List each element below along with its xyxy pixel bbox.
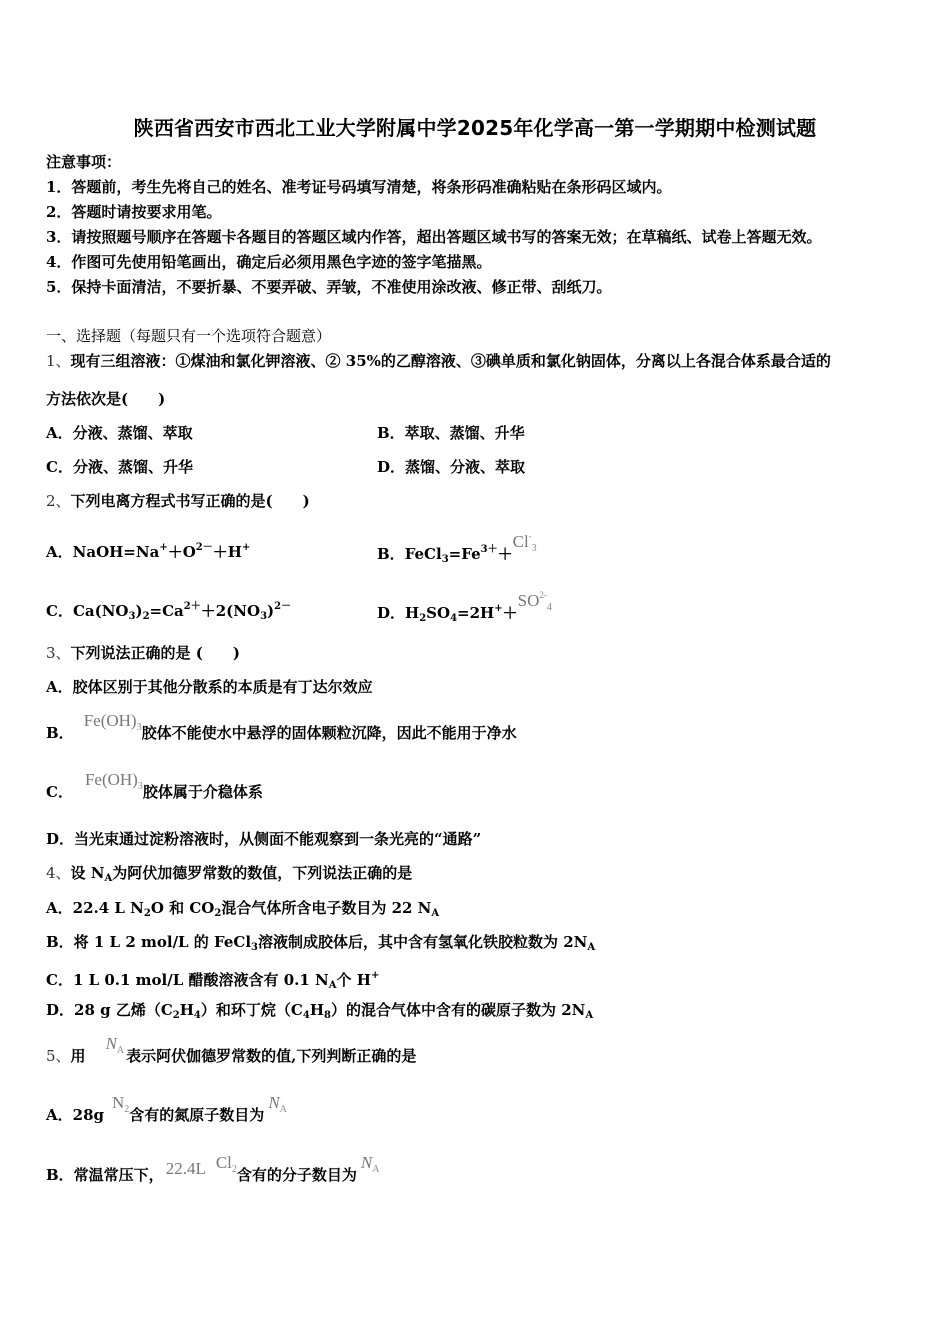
q2-a-part-2: ＋O — [167, 543, 196, 561]
q4-option-a[interactable] — [46, 898, 439, 924]
question-1-number: 1、 — [46, 352, 71, 370]
q4-b-sub-1: 3 — [251, 942, 259, 953]
question-3-text: 下列说法正确的是 ( ) — [70, 644, 240, 662]
q4-b-part-1: B．将 1 L 2 mol/L 的 FeCl — [46, 933, 252, 951]
q2-a-sup-3: + — [241, 542, 251, 553]
q1-option-c[interactable]: C．分液、蒸馏、升华 — [46, 458, 193, 476]
notice-item-5: 5．保持卡面清洁，不要折暴、不要弄破、弄皱，不准使用涂改液、修正带、刮纸刀。 — [46, 278, 612, 296]
q2-c-part-3: =Ca — [149, 602, 184, 620]
section-heading: 一、选择题（每题只有一个选项符合题意） — [46, 327, 332, 345]
q4-b-sub-2: A — [587, 942, 596, 953]
q3-option-d[interactable]: D．当光束通过淀粉溶液时，从侧面不能观察到一条光亮的“通路” — [46, 830, 482, 848]
q2-d-sub-2: 4 — [450, 613, 458, 624]
ferric-hydroxide-count: 3 — [136, 722, 142, 733]
q4-a-part-2: O 和 CO — [150, 899, 215, 917]
q4-d-part-1: D．28 g 乙烯（C — [46, 1001, 173, 1019]
q2-c-sub-1: 3 — [128, 611, 136, 622]
q4-a-sub-3: A — [431, 908, 440, 919]
avogadro-letter-2: N — [268, 1093, 280, 1112]
q2-d-part-2: SO — [426, 604, 451, 622]
notice-item-2: 2．答题时请按要求用笔。 — [46, 203, 222, 221]
q2-c-part-4: ＋2(NO — [200, 602, 261, 620]
q5-option-a[interactable] — [46, 1093, 287, 1132]
sulfate-charge: 2- — [539, 590, 547, 600]
q3-option-c[interactable] — [46, 770, 263, 809]
q2-c-part-1: Ca(NO — [72, 602, 129, 620]
ferric-hydroxide-count-2: 3 — [137, 781, 143, 792]
q3-option-a[interactable]: A．胶体区别于其他分散系的本质是有丁达尔效应 — [46, 678, 373, 696]
q2-d-part-1: H — [405, 604, 420, 622]
nitrogen-count: 2 — [124, 1104, 130, 1115]
avogadro-symbol — [105, 1034, 125, 1056]
avogadro-sub: A — [116, 1045, 125, 1056]
chloride-count: 3 — [531, 543, 537, 554]
q2-d-sub-1: 2 — [419, 613, 427, 624]
question-5-number: 5、 — [46, 1047, 71, 1065]
sulfate-count: 4 — [546, 602, 552, 613]
avogadro-sub-2: A — [279, 1104, 287, 1115]
nitrogen-symbol: N — [112, 1093, 125, 1112]
q5-a-text: 含有的氮原子数目为 — [129, 1106, 265, 1124]
q3-b-text: 胶体不能使水中悬浮的固体颗粒沉降，因此不能用于净水 — [141, 724, 517, 742]
sulfate-symbol: SO — [517, 591, 540, 610]
ferric-hydroxide-formula-2 — [84, 770, 143, 792]
q4-a-sub-1: 2 — [143, 908, 151, 919]
q4-c-sup-2: + — [370, 970, 380, 981]
q1-option-a[interactable]: A．分液、蒸馏、萃取 — [46, 424, 193, 442]
question-3 — [46, 643, 240, 663]
q4-option-b[interactable] — [46, 932, 595, 958]
q5-b-text: 含有的分子数目为 — [236, 1166, 357, 1184]
sulfate-ion-formula — [517, 590, 552, 613]
question-3-number: 3、 — [46, 644, 71, 662]
q2-c-sub-4: 3 — [260, 611, 268, 622]
q2-option-a[interactable] — [46, 538, 250, 562]
avogadro-sub-3: A — [372, 1164, 380, 1175]
notice-item-4: 4．作图可先使用铅笔画出，确定后必须用黑色字迹的签字笔描黑。 — [46, 253, 492, 271]
q2-b-part-2: =Fe — [448, 545, 481, 563]
question-5-pre: 用 — [70, 1047, 86, 1065]
q2-a-part-1: NaOH=Na — [72, 543, 160, 561]
q2-b-part-3: ＋ — [497, 545, 513, 563]
notice-heading: 注意事项： — [46, 153, 122, 171]
question-2 — [46, 491, 310, 511]
chloride-charge: - — [528, 531, 532, 541]
chlorine-symbol: Cl — [215, 1153, 232, 1172]
q3-c-text: 胶体属于介稳体系 — [142, 783, 263, 801]
question-2-text: 下列电离方程式书写正确的是( ) — [70, 492, 310, 510]
q5-b-label: B．常温常压下， — [46, 1166, 164, 1184]
q4-d-part-3: ）和环丁烷（C — [200, 1001, 303, 1019]
question-4 — [46, 863, 412, 889]
q2-option-b[interactable] — [377, 531, 537, 571]
question-2-number: 2、 — [46, 492, 71, 510]
q3-option-b[interactable] — [46, 711, 517, 750]
ferric-hydroxide-symbol-2: Fe(OH) — [84, 770, 138, 789]
q2-b-sub-1: 3 — [441, 554, 449, 565]
q4-d-sub-2: 4 — [193, 1010, 201, 1021]
q2-c-label: C． — [46, 602, 73, 620]
chlorine-count: 2 — [231, 1164, 237, 1175]
q4-c-sub-1: A — [328, 980, 337, 991]
chlorine-formula — [215, 1153, 237, 1175]
q2-c-part-2: ) — [135, 602, 143, 620]
question-5-text: 表示阿伏伽德罗常数的值,下列判断正确的是 — [126, 1047, 417, 1065]
avogadro-letter: N — [105, 1034, 117, 1053]
q2-d-part-4: ＋ — [502, 604, 518, 622]
q2-c-sup-5: 2－ — [274, 601, 292, 612]
q2-b-label: B． — [377, 545, 405, 563]
question-4-sub: A — [104, 873, 113, 884]
q5-a-label: A．28g — [46, 1106, 105, 1124]
ferric-hydroxide-formula — [83, 711, 142, 733]
q2-d-label: D． — [377, 604, 406, 622]
nitrogen-formula — [112, 1093, 130, 1115]
q4-d-part-4: H — [309, 1001, 324, 1019]
q2-a-label: A． — [46, 543, 73, 561]
q2-b-sup-2: 3＋ — [480, 544, 498, 555]
chloride-ion-formula — [512, 531, 537, 554]
chloride-symbol: Cl — [512, 532, 529, 551]
q2-a-sup-2: 2－ — [195, 542, 213, 553]
q2-c-part-5: ) — [267, 602, 275, 620]
question-4-text-2: 为阿伏加德罗常数的数值，下列说法正确的是 — [112, 864, 413, 882]
q2-c-sub-2: 2 — [142, 611, 150, 622]
q4-c-part-1: C．1 L 0.1 mol/L 醋酸溶液含有 0.1 N — [46, 971, 329, 989]
q4-a-sub-2: 2 — [214, 908, 222, 919]
question-1-line-2: 方法依次是( ) — [46, 390, 166, 408]
q4-d-sub-4: 8 — [324, 1010, 331, 1021]
q2-a-part-3: ＋H — [212, 543, 242, 561]
q4-d-sub-3: 4 — [302, 1010, 310, 1021]
question-5 — [46, 1034, 417, 1073]
question-4-number: 4、 — [46, 864, 71, 882]
q3-c-label: C． — [46, 783, 73, 801]
question-4-text-1: 设 N — [70, 864, 105, 882]
avogadro-letter-3: N — [360, 1153, 373, 1172]
q4-option-c[interactable] — [46, 966, 379, 996]
q1-option-b[interactable]: B．萃取、蒸馏、升华 — [377, 424, 525, 442]
q4-d-sub-1: 2 — [172, 1010, 180, 1021]
avogadro-symbol-2 — [268, 1093, 287, 1115]
q2-d-sup-3: + — [494, 603, 503, 614]
ferric-hydroxide-symbol: Fe(OH) — [83, 711, 137, 730]
notice-item-3: 3．请按照题号顺序在答题卡各题目的答题区域内作答，超出答题区域书写的答案无效；在草稿纸、试卷上答题无效。 — [46, 228, 822, 246]
q4-a-part-1: A．22.4 L N — [46, 899, 144, 917]
q1-option-d[interactable]: D．蒸馏、分液、萃取 — [377, 458, 526, 476]
notice-item-1: 1．答题前，考生先将自己的姓名、准考证号码填写清楚，将条形码准确粘贴在条形码区域内。 — [46, 178, 672, 196]
q2-c-sup-3: 2＋ — [183, 601, 201, 612]
q4-option-d[interactable] — [46, 1000, 593, 1026]
q4-d-part-2: H — [179, 1001, 194, 1019]
q4-d-part-5: ）的混合气体中含有的碳原子数为 2N — [330, 1001, 586, 1019]
q4-c-part-2: 个 H — [336, 971, 371, 989]
q2-option-d[interactable] — [377, 590, 552, 630]
q4-a-part-3: 混合气体所含电子数目为 22 N — [221, 899, 432, 917]
volume-value: 22.4L — [165, 1159, 206, 1178]
exam-title: 陕西省西安市西北工业大学附属中学2025年化学高一第一学期期中检测试题 — [133, 116, 817, 140]
q3-b-label: B． — [46, 724, 74, 742]
q2-d-part-3: =2H — [457, 604, 495, 622]
q5-option-b[interactable] — [46, 1153, 380, 1192]
q4-b-part-2: 溶液制成胶体后，其中含有氢氧化铁胶粒数为 2N — [258, 933, 588, 951]
q2-a-sup-1: + — [159, 542, 168, 553]
q4-d-sub-5: A — [585, 1010, 594, 1021]
question-1-line-1 — [46, 351, 831, 371]
avogadro-symbol-3 — [360, 1153, 380, 1175]
q2-option-c[interactable] — [46, 597, 291, 627]
q2-b-part-1: FeCl — [404, 545, 442, 563]
question-1-text: 现有三组溶液：①煤油和氯化钾溶液、② 35%的乙醇溶液、③碘单质和氯化钠固体，分离以上各混合体系最合适的 — [70, 352, 831, 370]
